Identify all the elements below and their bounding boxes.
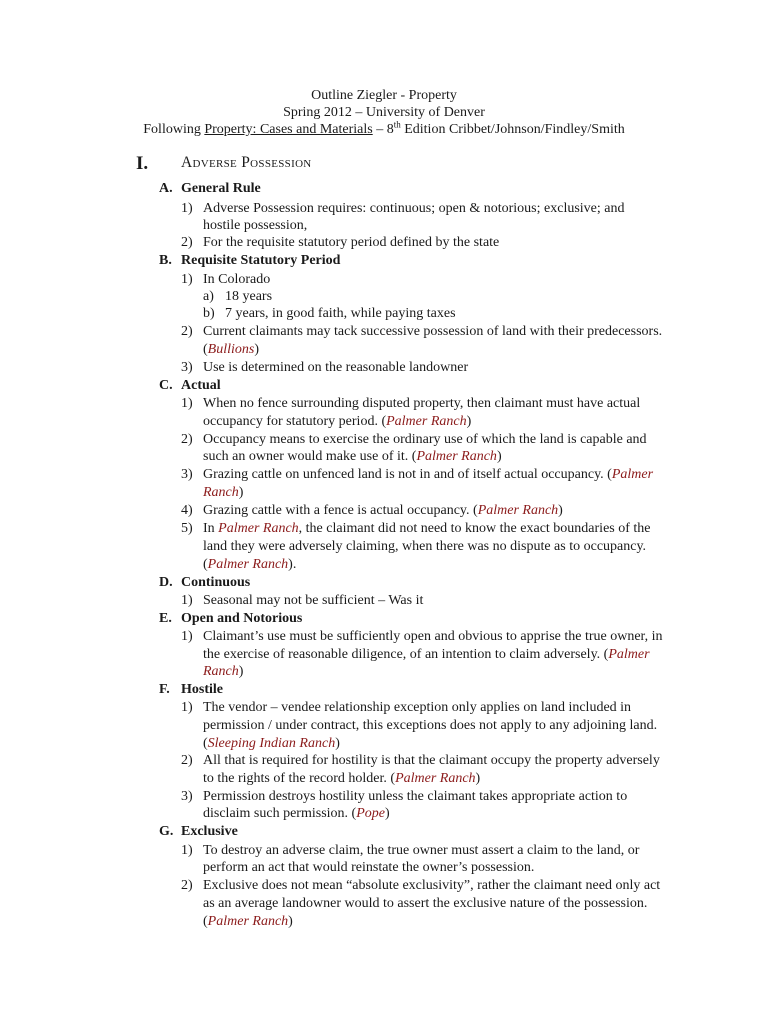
item-number: 4) <box>181 503 193 518</box>
item-text <box>203 521 651 537</box>
item-text-part: disclaim such permission. ( <box>203 806 357 821</box>
item-text: To destroy an adverse claim, the true owner must assert a claim to the land, or <box>203 843 640 858</box>
item-text: Claimant’s use must be sufficiently open and obvious to apprise the true owner, in <box>203 629 663 644</box>
case-citation: Bullions <box>207 342 255 357</box>
item-text-part: the exercise of reasonable diligence, of an intention to claim adversely. ( <box>203 647 609 662</box>
item-number: 2) <box>181 432 193 447</box>
item-text: Seasonal may not be sufficient – Was it <box>203 593 424 608</box>
subsection-title: Actual <box>181 378 221 393</box>
case-citation: Palmer Ranch <box>416 449 497 464</box>
case-citation: Palmer Ranch <box>395 771 476 786</box>
subsection-label: D. <box>159 575 173 590</box>
edition-suffix: th <box>393 119 401 130</box>
item-number: 1) <box>181 843 193 858</box>
case-citation: Pope <box>356 806 385 821</box>
course-term: Spring 2012 – University of Denver <box>283 105 485 120</box>
item-text: Permission destroys hostility unless the claimant takes appropriate action to <box>203 789 628 804</box>
case-citation: Palmer Ranch <box>477 503 559 518</box>
case-citation: Sleeping Indian Ranch <box>207 736 336 751</box>
item-number: 3) <box>181 789 193 804</box>
textbook-title: Property: Cases and Materials <box>204 122 373 137</box>
textbook-authors: Edition Cribbet/Johnson/Findley/Smith <box>400 122 625 137</box>
item-text: Ranch) <box>203 485 244 500</box>
item-text: (Bullions) <box>203 342 260 357</box>
item-number: 3) <box>181 467 193 482</box>
item-number: 1) <box>181 629 193 644</box>
section-title: Adverse Possession <box>181 154 312 171</box>
item-text <box>203 647 650 663</box>
item-text: occupancy for statutory period. (Palmer Ranch) <box>203 414 472 429</box>
item-text: (Sleeping Indian Ranch) <box>203 736 340 751</box>
case-citation: Palmer Ranch <box>207 557 289 572</box>
case-citation: Palmer <box>608 647 650 662</box>
item-number: 2) <box>181 753 193 768</box>
subsection-title: Exclusive <box>181 824 238 839</box>
item-text: permission / under contract, this exceptions does not apply to any adjoining land. <box>203 718 658 733</box>
subsection-label: F. <box>159 682 170 697</box>
item-text: to the rights of the record holder. (Palmer Ranch) <box>203 771 481 786</box>
item-text: Current claimants may tack successive possession of land with their predecessors. <box>203 324 663 339</box>
item-text: When no fence surrounding disputed property, then claimant must have actual <box>203 396 641 411</box>
section-number: I. <box>136 153 149 174</box>
subsection-title: Requisite Statutory Period <box>181 253 341 268</box>
item-number: 5) <box>181 521 193 536</box>
subitem-text: 18 years <box>225 289 273 304</box>
item-text: Grazing cattle with a fence is actual occupancy. (Palmer Ranch) <box>203 503 563 518</box>
subitem-letter: b) <box>203 306 215 321</box>
item-text: The vendor – vendee relationship exception only applies on land included in <box>203 700 632 715</box>
case-citation: Palmer Ranch <box>207 914 289 929</box>
item-text: as an average landowner would to assert the exclusive nature of the possession. <box>203 896 648 911</box>
outline-title: Outline Ziegler - Property <box>311 88 457 103</box>
case-citation: Palmer Ranch <box>218 521 299 536</box>
item-number: 3) <box>181 360 193 375</box>
subsection-label: E. <box>159 611 172 626</box>
item-text-part: In <box>203 521 219 536</box>
item-text-part: such an owner would make use of it. ( <box>203 449 417 464</box>
subsection-title: General Rule <box>181 181 261 196</box>
item-text-part: to the rights of the record holder. ( <box>203 771 396 786</box>
item-text: hostile possession, <box>203 218 308 233</box>
item-text: disclaim such permission. (Pope) <box>203 806 390 821</box>
item-number: 1) <box>181 396 193 411</box>
case-citation: Palmer Ranch <box>386 414 467 429</box>
subsection-label: G. <box>159 824 174 839</box>
item-text-part: Grazing cattle with a fence is actual occupancy. ( <box>203 503 478 518</box>
item-number: 2) <box>181 235 193 250</box>
item-text-part: , the claimant did not need to know the exact boundaries of the <box>298 521 651 536</box>
item-text: In Colorado <box>203 272 271 287</box>
item-text: Occupancy means to exercise the ordinary use of which the land is capable and <box>203 432 647 447</box>
item-text-part: Grazing cattle on unfenced land is not in and of itself actual occupancy. ( <box>203 467 612 482</box>
item-text <box>203 467 653 483</box>
item-number: 2) <box>181 878 193 893</box>
subitem-text: 7 years, in good faith, while paying taxes <box>225 306 456 321</box>
textbook-line <box>0 119 768 138</box>
item-text: such an owner would make use of it. (Palmer Ranch) <box>203 449 502 464</box>
case-citation: Ranch <box>203 485 239 500</box>
item-number: 1) <box>181 700 193 715</box>
subsection-title: Open and Notorious <box>181 611 303 626</box>
item-number: 1) <box>181 272 193 287</box>
item-text: Adverse Possession requires: continuous; open & notorious; exclusive; and <box>203 201 625 216</box>
subsection-title: Hostile <box>181 682 223 697</box>
case-citation: Palmer <box>611 467 654 482</box>
item-text: (Palmer Ranch). <box>203 557 297 572</box>
item-text: (Palmer Ranch) <box>203 914 293 929</box>
item-text: Ranch) <box>203 664 244 679</box>
item-text-part: occupancy for statutory period. ( <box>203 414 387 429</box>
item-text: Use is determined on the reasonable landowner <box>203 360 469 375</box>
item-text: perform an act that would reinstate the owner’s possession. <box>203 860 535 875</box>
item-text: For the requisite statutory period defined by the state <box>203 235 500 250</box>
subsection-label: C. <box>159 378 173 393</box>
item-number: 1) <box>181 201 193 216</box>
item-number: 1) <box>181 593 193 608</box>
subsection-title: Continuous <box>181 575 251 590</box>
textbook-prefix: Following <box>143 122 205 137</box>
subsection-label: B. <box>159 253 172 268</box>
subsection-label: A. <box>159 181 173 196</box>
item-text: All that is required for hostility is that the claimant occupy the property adversely <box>203 753 660 768</box>
item-text: land they were adversely claiming, when there was no dispute as to occupancy. <box>203 539 647 554</box>
item-number: 2) <box>181 324 193 339</box>
case-citation: Ranch <box>203 664 239 679</box>
subitem-letter: a) <box>203 289 214 304</box>
edition-number: – 8 <box>372 122 394 137</box>
item-text: Exclusive does not mean “absolute exclusivity”, rather the claimant need only act <box>203 878 661 893</box>
